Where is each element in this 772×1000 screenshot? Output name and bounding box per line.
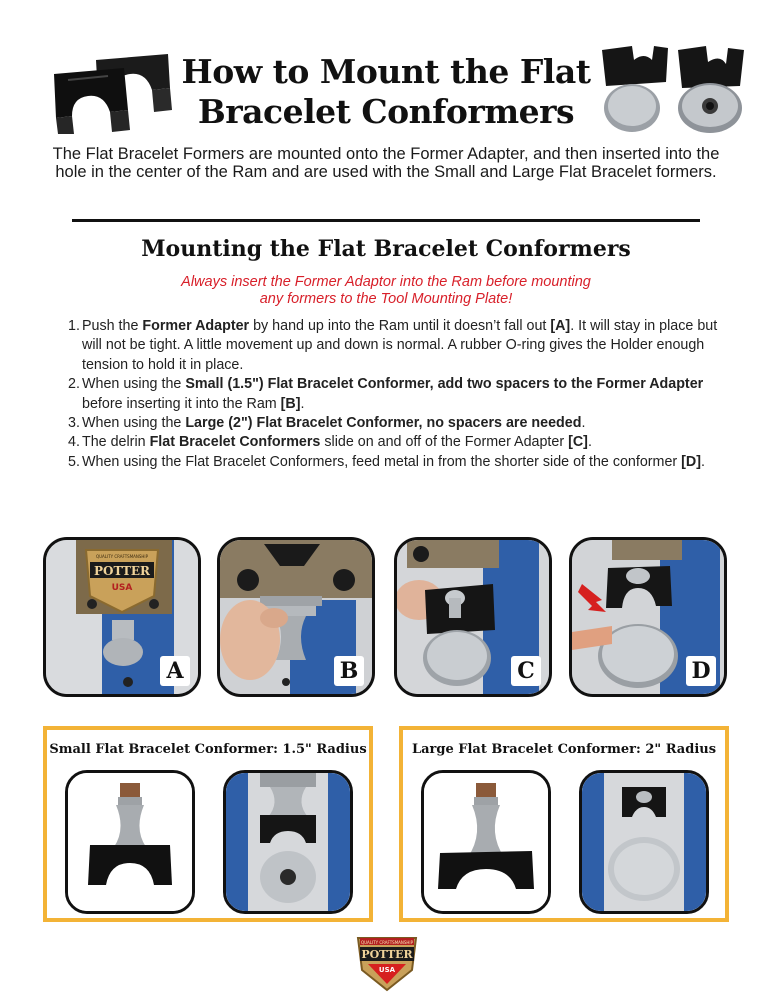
step-text: When using the xyxy=(82,415,186,432)
page-title: How to Mount the Flat Bracelet Conformers xyxy=(181,52,591,131)
step-text: . xyxy=(581,415,586,432)
step-emphasis: Small (1.5") Flat Bracelet Conformer, add two spacers to the Former Adapter xyxy=(185,376,704,393)
step-emphasis: Former Adapter xyxy=(142,318,250,334)
step-item xyxy=(68,433,718,452)
potter-logo-sub: USA xyxy=(111,583,133,593)
step-item xyxy=(68,317,718,375)
small-conformer-photo-1 xyxy=(65,770,195,914)
large-conformer-photo-2 xyxy=(579,770,709,914)
intro-paragraph: The Flat Bracelet Formers are mounted onto the Former Adapter, and then inserted into the hole in the center of the Ram and are used with the Small and Large Flat Bracelet formers. xyxy=(52,145,720,181)
potter-logo-text: POTTER xyxy=(93,564,151,578)
step-text: . It will stay in place but will not be tight. A little movement up and down is normal. A rubber O-ring gives the Holder enough tension to hold it in place. xyxy=(82,318,718,373)
step-text: . xyxy=(587,434,592,451)
small-conformer-photo-2 xyxy=(223,770,353,914)
warning-line-2: any formers to the Tool Mounting Plate! xyxy=(259,291,513,307)
step-emphasis: Flat Bracelet Conformers xyxy=(149,434,321,451)
logo-name-text: POTTER xyxy=(361,948,413,961)
potter-usa-logo xyxy=(354,934,420,992)
warning-line-1: Always insert the Former Adaptor into the Ram before mounting xyxy=(181,274,591,290)
section-title: Mounting the Flat Bracelet Conformers xyxy=(141,236,631,262)
photo-d xyxy=(569,537,727,697)
step-ref: [C] xyxy=(568,434,588,451)
step-number: 1. xyxy=(68,318,80,334)
step-number: 2. xyxy=(68,376,80,393)
photo-label-d: D xyxy=(686,656,716,686)
step-number: 4. xyxy=(68,434,80,451)
photo-a xyxy=(43,537,201,697)
step-ref: [B] xyxy=(280,395,301,412)
step-emphasis: Large (2") Flat Bracelet Conformer, no spacers are needed xyxy=(185,415,582,432)
warning-note xyxy=(80,274,692,308)
step-text: . xyxy=(300,395,305,412)
step-text: The delrin xyxy=(82,434,150,451)
step-text: . xyxy=(701,453,705,470)
small-conformer-image xyxy=(68,773,192,911)
photo-c xyxy=(394,537,552,697)
photo-b xyxy=(217,537,375,697)
step-number: 3. xyxy=(68,415,80,432)
logo-banner-text: QUALITY CRAFTSMANSHIP xyxy=(360,940,414,945)
large-conformer-image xyxy=(424,773,548,911)
photo-label-c: C xyxy=(511,656,541,686)
large-conformer-mounted-image xyxy=(582,773,706,911)
step-text: When using the xyxy=(82,376,186,393)
photo-label-a: A xyxy=(160,656,190,686)
step-item xyxy=(68,414,718,433)
step-ref: [D] xyxy=(681,453,702,470)
large-conformer-title: Large Flat Bracelet Conformer: 2" Radius xyxy=(411,742,717,757)
large-conformer-panel xyxy=(399,726,729,922)
potter-logo-banner: QUALITY CRAFTSMANSHIP xyxy=(95,554,149,559)
step-ref: [A] xyxy=(550,318,571,334)
logo-sub-text: USA xyxy=(378,966,396,974)
instruction-list xyxy=(68,317,718,472)
step-text: before inserting it into the Ram xyxy=(82,395,281,412)
step-item xyxy=(68,453,718,472)
small-conformer-title: Small Flat Bracelet Conformer: 1.5" Radius xyxy=(49,742,367,757)
photo-label-b: B xyxy=(334,656,364,686)
step-text: Push the xyxy=(82,318,143,334)
divider-rule xyxy=(72,219,700,222)
step-text: slide on and off of the Former Adapter xyxy=(320,434,569,451)
step-text: by hand up into the Ram until it doesn’t fall out xyxy=(249,318,551,334)
step-number: 5. xyxy=(68,453,80,470)
large-conformer-photo-1 xyxy=(421,770,551,914)
small-conformer-panel xyxy=(43,726,373,922)
small-conformer-mounted-image xyxy=(226,773,350,911)
step-item xyxy=(68,375,718,414)
step-text: When using the Flat Bracelet Conformers, feed metal in from the shorter side of the conformer xyxy=(82,453,682,470)
